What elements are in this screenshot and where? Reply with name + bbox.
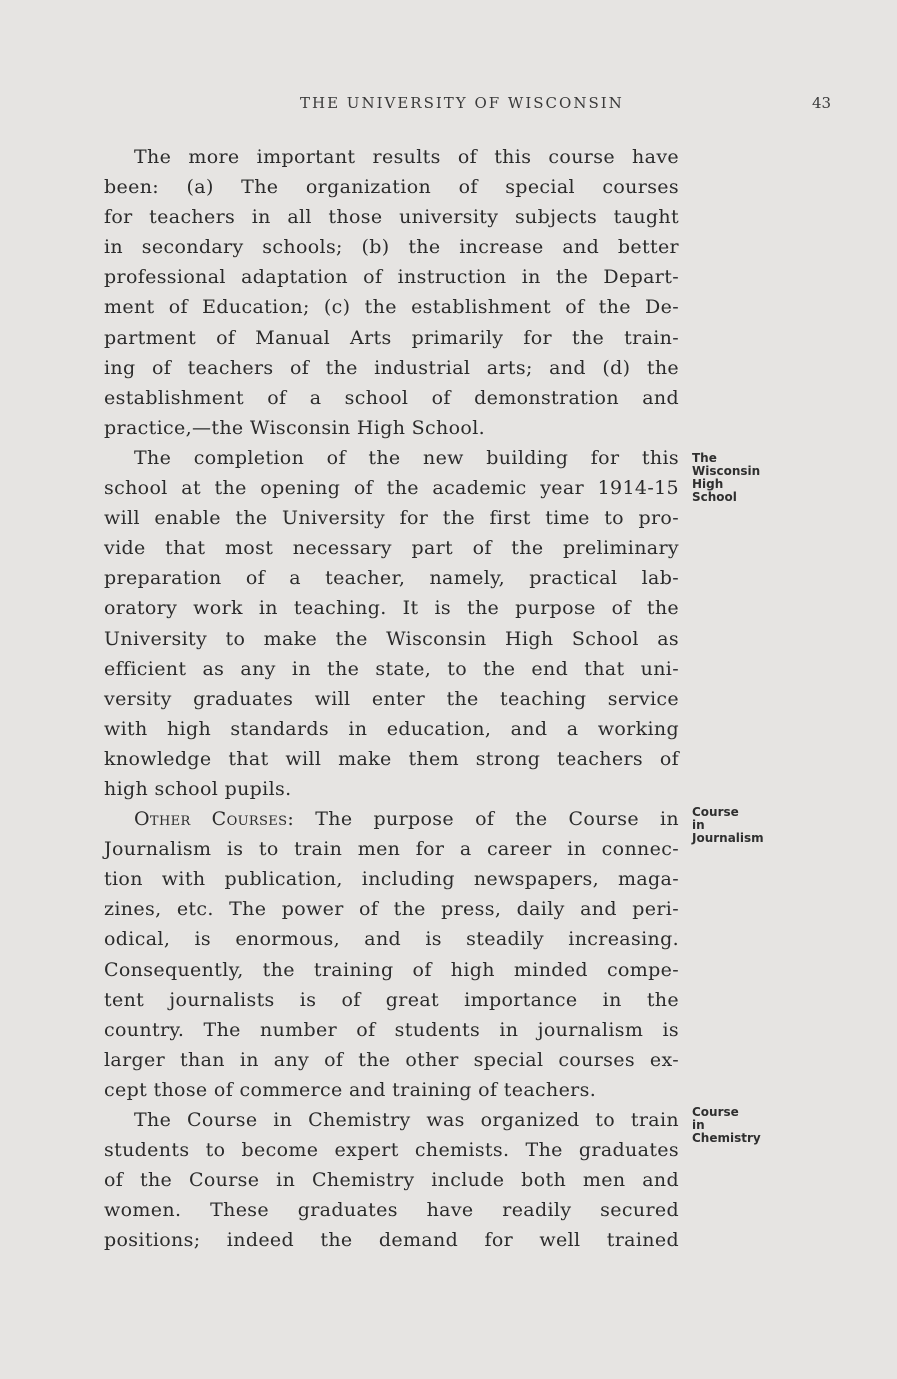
text-line: will enable the University for the first time to pro- [104, 507, 679, 530]
text-line: zines, etc. The power of the press, daily and peri- [104, 898, 679, 921]
text-line: tion with publication, including newspapers, maga- [104, 868, 679, 891]
sidenote-line: Chemistry [692, 1131, 761, 1145]
sidenote-journalism [692, 806, 764, 845]
text-line: odical, is enormous, and is steadily increasing. [104, 928, 679, 951]
text-line: been: (a) The organization of special courses [104, 176, 679, 199]
page-number: 43 [812, 94, 832, 112]
sidenote-line: The [692, 451, 717, 465]
text-line: The more important results of this course have [134, 146, 679, 168]
text-line: University to make the Wisconsin High School as [104, 627, 679, 650]
text-line: professional adaptation of instruction in the Depart- [104, 266, 679, 289]
text-line: ment of Education; (c) the establishment of the De- [104, 296, 679, 319]
other-courses-heading: Other Courses: [134, 808, 295, 831]
sidenote-line: Journalism [692, 831, 764, 845]
text-line: high school pupils. [104, 777, 292, 800]
text-line: tent journalists is of great importance in the [104, 988, 679, 1011]
running-title: THE UNIVERSITY OF WISCONSIN [300, 94, 624, 112]
text-line: Journalism is to train men for a career in connec- [104, 838, 679, 861]
text-line: vide that most necessary part of the preliminary [104, 537, 679, 560]
text-line-rest: The purpose of the Course in [315, 808, 680, 831]
text-line: oratory work in teaching. It is the purpose of the [104, 597, 679, 620]
text-line: of the Course in Chemistry include both men and [104, 1169, 679, 1192]
text-line: preparation of a teacher, namely, practical lab- [104, 567, 679, 590]
text-line: women. These graduates have readily secured [104, 1199, 679, 1222]
sidenote-line: in [692, 818, 705, 832]
sidenote-line: School [692, 490, 737, 504]
text-line: cept those of commerce and training of teachers. [104, 1078, 597, 1101]
text-line: establishment of a school of demonstration and [104, 386, 679, 409]
text-line: for teachers in all those university subjects taught [104, 206, 679, 229]
sidenote-high-school [692, 452, 760, 504]
text-line: efficient as any in the state, to the end that uni- [104, 657, 679, 680]
text-line: practice,—the Wisconsin High School. [104, 416, 486, 439]
text-line: in secondary schools; (b) the increase and better [104, 236, 679, 259]
text-line: The Course in Chemistry was organized to train [134, 1109, 679, 1131]
main-text [104, 142, 679, 1255]
sidenote-line: Course [692, 805, 739, 819]
sidenote-line: in [692, 1118, 705, 1132]
text-line: knowledge that will make them strong teachers of [104, 747, 679, 770]
sidenote-chemistry [692, 1106, 761, 1145]
sidenote-line: Course [692, 1105, 739, 1119]
text-line: versity graduates will enter the teaching service [104, 687, 679, 710]
text-line: country. The number of students in journalism is [104, 1018, 679, 1041]
text-line: students to become expert chemists. The graduates [104, 1139, 679, 1162]
text-line: with high standards in education, and a working [104, 717, 679, 740]
text-line: larger than in any of the other special courses ex- [104, 1048, 679, 1071]
text-line: school at the opening of the academic year 1914-15 [104, 477, 679, 500]
text-line: partment of Manual Arts primarily for the train- [104, 326, 679, 349]
sidenote-line: High [692, 477, 724, 491]
text-line: The completion of the new building for this [134, 446, 679, 469]
text-line [104, 804, 679, 834]
text-line: Consequently, the training of high minded compe- [104, 958, 679, 981]
text-line: ing of teachers of the industrial arts; and (d) the [104, 356, 679, 379]
sidenote-line: Wisconsin [692, 464, 761, 478]
text-line: positions; indeed the demand for well trained [104, 1229, 679, 1252]
